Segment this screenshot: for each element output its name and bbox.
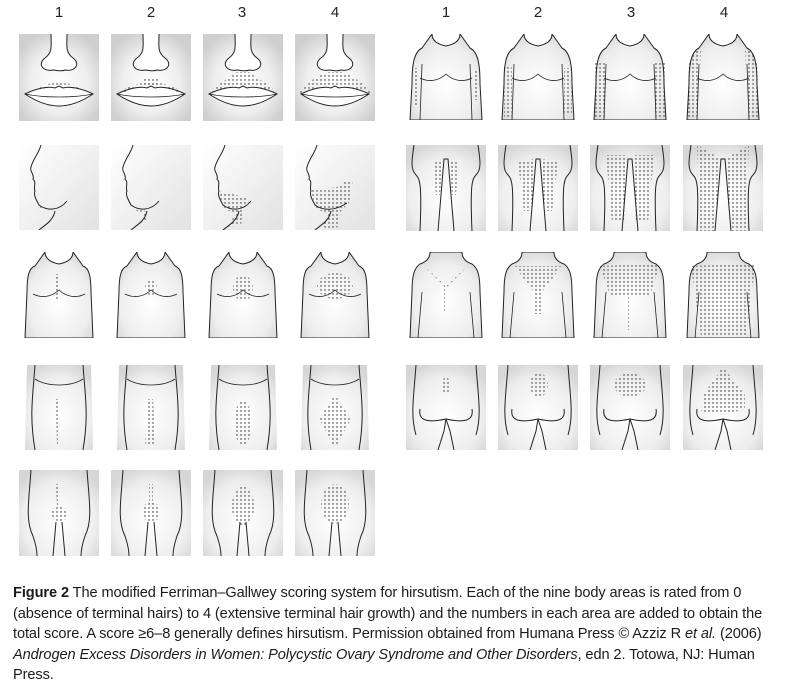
caption-text-3: , edn 2. Totowa, NJ: Human Press. (13, 646, 755, 683)
right-column-header-2: 2 (533, 4, 543, 21)
caption-text-1: The modified Ferriman–Gallwey scoring system for hirsutism. Each of the nine body areas is rated from 0 (absence of terminal hairs) to 4 (extensive terminal hair growth) and the numbers in each area are added to obtain the total score. A score ≥6–8 generally defines hirsutism. Permission obtained from Humana Press © Azziz R (13, 585, 763, 642)
left-column-header-3: 3 (237, 4, 247, 21)
lower-back-score-1-panel (406, 365, 486, 450)
upper-abdomen-score-4-panel (295, 365, 375, 450)
upper-lip-score-4-panel (295, 34, 375, 121)
left-column-header-2: 2 (146, 4, 156, 21)
thigh-score-4-panel (683, 145, 763, 231)
upper-lip-score-3-panel (203, 34, 283, 121)
caption-text-2: (2006) (716, 626, 762, 642)
upper-back-score-1-panel (406, 252, 486, 338)
left-column-header-1: 1 (54, 4, 64, 21)
right-column-header-3: 3 (626, 4, 636, 21)
chest-score-3-panel (203, 252, 283, 338)
caption-book-title: Androgen Excess Disorders in Women: Polycystic Ovary Syndrome and Other Disorders (13, 646, 578, 663)
chin-score-1-panel (19, 145, 99, 230)
left-column-header-4: 4 (330, 4, 340, 21)
lower-abdomen-score-1-panel (19, 470, 99, 556)
lower-abdomen-score-3-panel (203, 470, 283, 556)
upper-lip-score-1-panel (19, 34, 99, 121)
lower-back-score-3-panel (590, 365, 670, 450)
upper-back-score-4-panel (683, 252, 763, 338)
chin-score-4-panel (295, 145, 375, 230)
chest-score-4-panel (295, 252, 375, 338)
lower-back-score-2-panel (498, 365, 578, 450)
thigh-score-3-panel (590, 145, 670, 231)
lower-back-score-4-panel (683, 365, 763, 450)
thigh-score-1-panel (406, 145, 486, 231)
upper-abdomen-score-2-panel (111, 365, 191, 450)
upper-abdomen-score-3-panel (203, 365, 283, 450)
upper-arm-score-2-panel (498, 34, 578, 120)
figure-label: Figure 2 (13, 585, 69, 601)
chest-score-1-panel (19, 252, 99, 338)
upper-back-score-3-panel (590, 252, 670, 338)
lower-abdomen-score-2-panel (111, 470, 191, 556)
upper-arm-score-3-panel (590, 34, 670, 120)
chin-score-3-panel (203, 145, 283, 230)
chin-score-2-panel (111, 145, 191, 230)
thigh-score-2-panel (498, 145, 578, 231)
lower-abdomen-score-4-panel (295, 470, 375, 556)
figure-caption (13, 583, 788, 686)
right-column-header-1: 1 (441, 4, 451, 21)
chest-score-2-panel (111, 252, 191, 338)
upper-lip-score-2-panel (111, 34, 191, 121)
caption-etal: et al. (684, 626, 717, 642)
upper-abdomen-score-1-panel (19, 365, 99, 450)
upper-back-score-2-panel (498, 252, 578, 338)
upper-arm-score-4-panel (683, 34, 763, 120)
upper-arm-score-1-panel (406, 34, 486, 120)
right-column-header-4: 4 (719, 4, 729, 21)
